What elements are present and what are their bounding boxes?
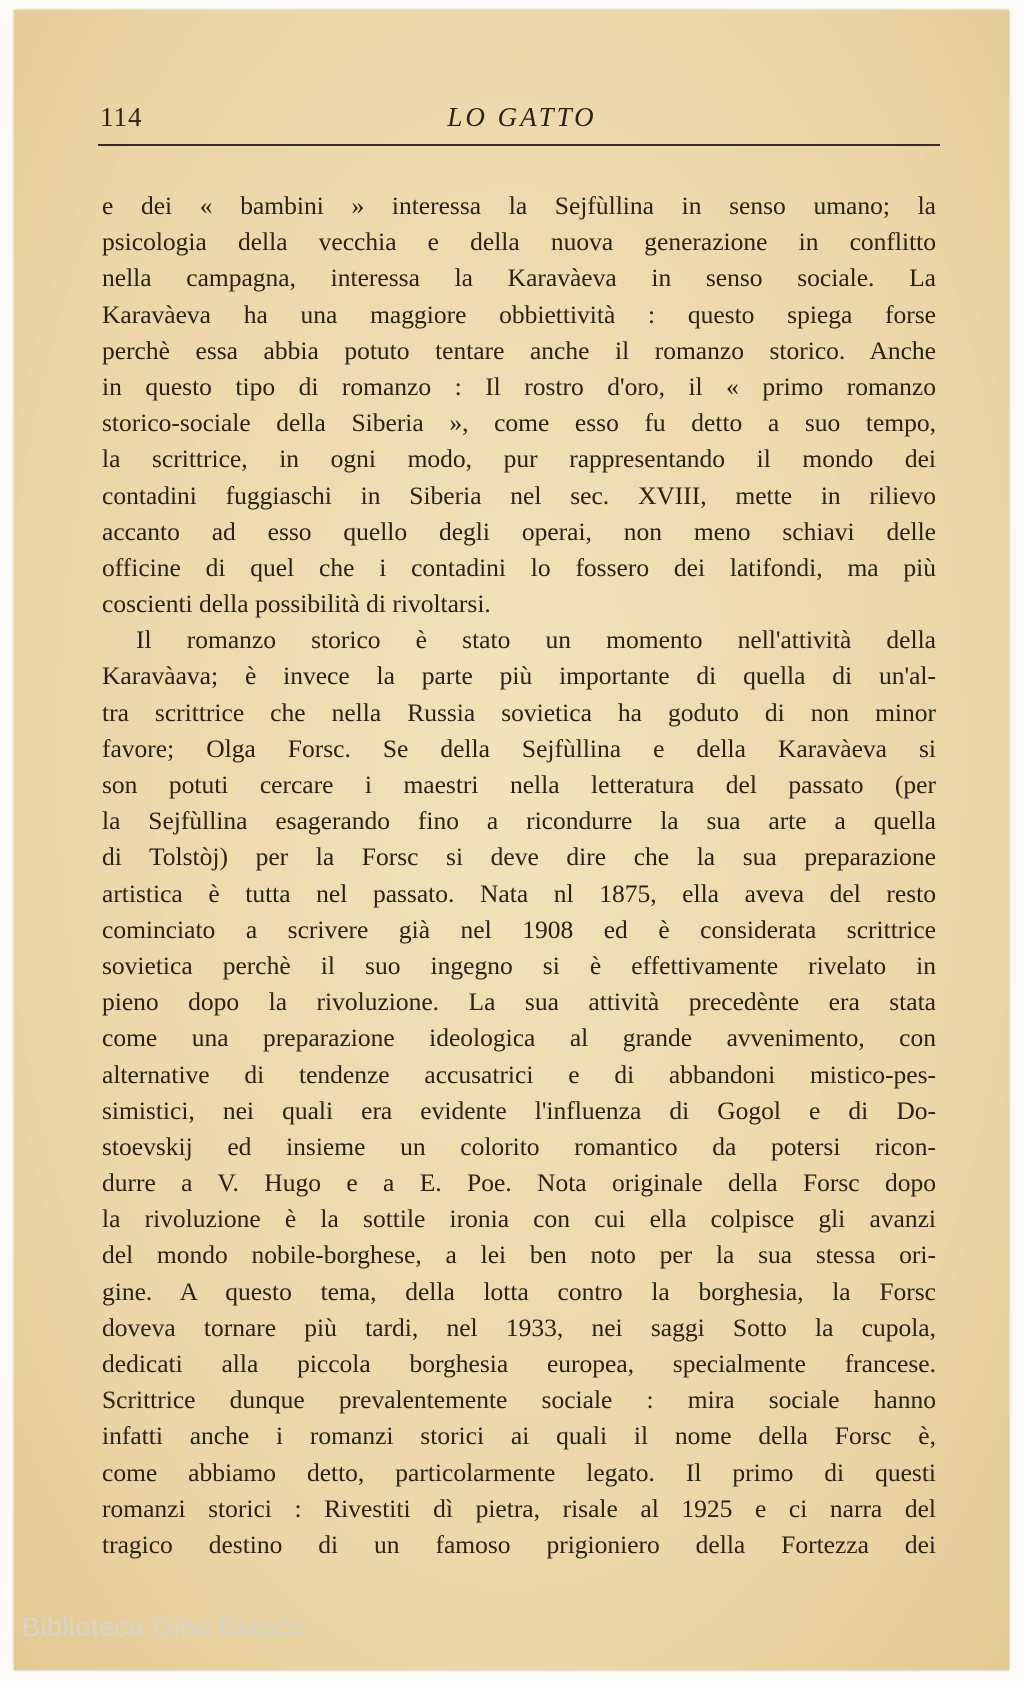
text-line: Karavàeva ha una maggiore obbiettività : questo spiega forse (102, 299, 936, 329)
text-line: accanto ad esso quello degli operai, non meno schiavi delle (102, 516, 936, 546)
text-line: sovietica perchè il suo ingegno si è effettivamente rivelato in (102, 950, 936, 980)
text-line: la Sejfùllina esagerando fino a ricondurre la sua arte a quella (102, 806, 936, 836)
text-line: di Tolstòj) per la Forsc si deve dire che la sua preparazione (102, 842, 936, 872)
book-page (14, 10, 1009, 1670)
running-head: LO GATTO (447, 102, 597, 132)
text-line: la rivoluzione è la sottile ironia con cui ella colpisce gli avanzi (102, 1204, 936, 1234)
text-line: nella campagna, interessa la Karavàeva in senso sociale. La (102, 263, 936, 293)
text-line: romanzi storici : Rivestiti dì pietra, risale al 1925 e ci narra del (102, 1493, 936, 1523)
text-line: favore; Olga Forsc. Se della Sejfùllina e della Karavàeva si (102, 733, 936, 763)
page-number: 114 (100, 102, 143, 132)
text-line: contadini fuggiaschi in Siberia nel sec. XVIII, mette in rilievo (102, 480, 936, 510)
text-line: dedicati alla piccola borghesia europea, specialmente francese. (102, 1349, 936, 1378)
text-line: in questo tipo di romanzo : Il rostro d'oro, il « primo romanzo (102, 371, 936, 401)
text-line: e dei « bambini » interessa la Sejfùllina in senso umano; la (102, 191, 936, 220)
text-line: Il romanzo storico è stato un momento nell'attività della (136, 625, 936, 655)
library-watermark: Biblioteca Gino Bianco (22, 1612, 305, 1642)
text-line: come abbiamo detto, particolarmente legato. Il primo di questi (102, 1457, 936, 1487)
text-line: Karavàava; è invece la parte più importante di quella di un'al- (102, 661, 936, 691)
text-line: alternative di tendenze accusatrici e di abbandoni mistico-pes- (102, 1059, 936, 1089)
text-line: officine di quel che i contadini lo fossero dei latifondi, ma più (102, 552, 936, 582)
header-rule (98, 144, 940, 146)
text-line: tra scrittrice che nella Russia sovietica ha goduto di non minor (102, 697, 936, 727)
text-line: stoevskij ed insieme un colorito romantico da potersi ricon- (102, 1131, 936, 1161)
text-line: tragico destino di un famoso prigioniero della Fortezza dei (102, 1529, 936, 1559)
text-line: doveva tornare più tardi, nel 1933, nei saggi Sotto la cupola, (102, 1312, 936, 1342)
text-line: gine. A questo tema, della lotta contro la borghesia, la Forsc (102, 1276, 936, 1306)
text-line: infatti anche i romanzi storici ai quali il nome della Forsc è, (102, 1421, 936, 1451)
text-line: pieno dopo la rivoluzione. La sua attività precedènte era stata (102, 987, 936, 1017)
text-line: perchè essa abbia potuto tentare anche il romanzo storico. Anche (102, 335, 936, 365)
body-text (102, 188, 936, 1563)
text-line: coscienti della possibilità di rivoltarsi. (102, 589, 491, 619)
text-line: psicologia della vecchia e della nuova generazione in conflitto (102, 227, 936, 257)
page-header (100, 98, 944, 138)
text-line: simistici, nei quali era evidente l'influenza di Gogol e di Do- (102, 1095, 936, 1125)
text-line: son potuti cercare i maestri nella letteratura del passato (per (102, 770, 936, 799)
text-line: cominciato a scrivere già nel 1908 ed è considerata scrittrice (102, 914, 936, 944)
text-line: del mondo nobile-borghese, a lei ben noto per la sua stessa ori- (102, 1240, 936, 1270)
text-line: durre a V. Hugo e a E. Poe. Nota originale della Forsc dopo (102, 1168, 936, 1198)
text-line: storico-sociale della Siberia », come esso fu detto a suo tempo, (102, 408, 936, 438)
text-line: Scrittrice dunque prevalentemente sociale : mira sociale hanno (102, 1385, 936, 1415)
text-line: come una preparazione ideologica al grande avvenimento, con (102, 1023, 936, 1053)
text-line: la scrittrice, in ogni modo, pur rappresentando il mondo dei (102, 444, 936, 474)
text-line: artistica è tutta nel passato. Nata nl 1875, ella aveva del resto (102, 878, 936, 908)
